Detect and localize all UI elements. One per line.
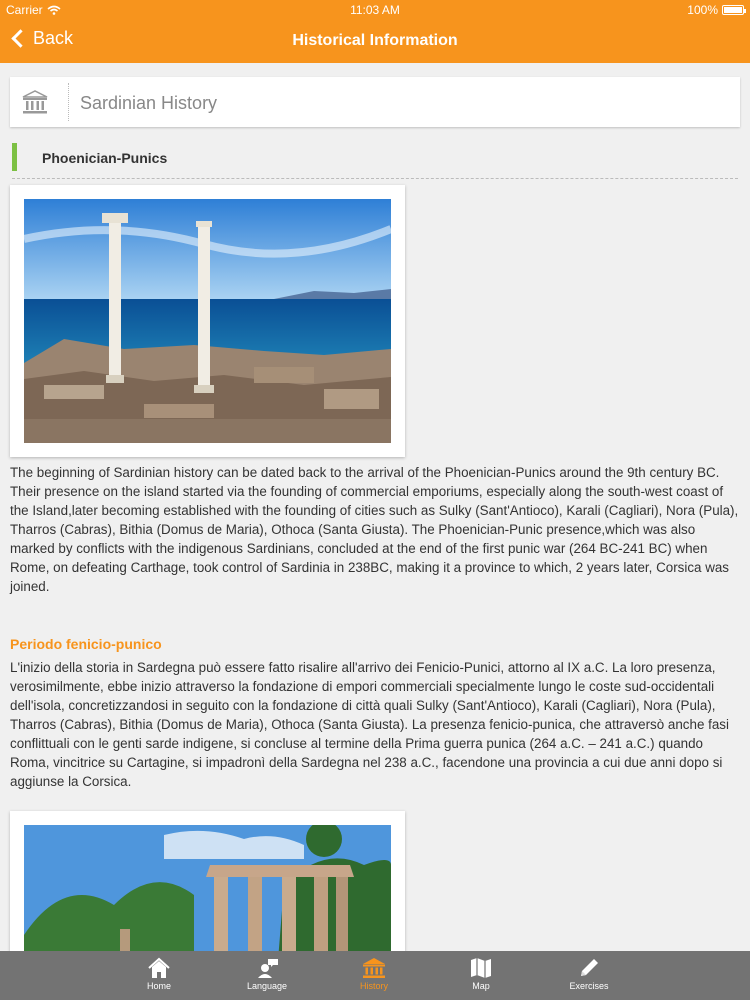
paragraph-italian: L'inizio della storia in Sardegna può essere fatto risalire all'arrivo dei Fenicio-Punici, attorno al IX a.C. La loro presenza, verosimilmente, ebbe inizio attraverso la fondazione di empori commerciali specialmente lungo le coste sud-occidentali dell'isola, concretizzandosi in seguito con la fondazione di città quali Sulky (Sant'Antioco), Karali (Cagliari), Nora (Pula), Tharros (Cabras), Bithia (Domus de Maria), Othoca (Santa Giusta). La presenza fenicio-punica, che attraversò anche fasi conflittuali con le genti sarde indigene, si concluse al termine della Prima guerra punica (264 a.C. – 241 a.C.) quando Roma, vincitrice su Cartagine, si impadronì della Sardegna nel 238 a.C., facendone una provincia a cui due anni dopo si aggiunse la Corsica. [10, 660, 729, 789]
paragraph-english: The beginning of Sardinian history can be dated back to the arrival of the Phoenician-Punics around the 9th century BC. Their presence on the island started via the founding of commercial emporiums, especially along the south-west coast of the Island,later becoming established with the founding of cities such as Sulky (Sant'Antioco), Karali (Cagliari), Nora (Pula), Tharros (Cabras), Bithia (Domus de Maria), Othoca (Santa Giusta). The Phoenician-Punic presence,which was also marked by conflicts with the indigenous Sardinians, concluded at the end of the first punic war (264 BC-241 BC) when Rome, on defeating Carthage, took control of Sardinia in 238BC, making it a province to which, 2 years later, Corsica was joined. [10, 465, 739, 594]
tab-home-label: Home [146, 981, 171, 991]
section-header [10, 77, 740, 127]
photo-columns [10, 185, 405, 457]
page-title: Historical Information [292, 32, 458, 49]
tab-language[interactable] [227, 951, 307, 1000]
ruins-columns-image [24, 199, 391, 443]
tab-exercises-label: Exercises [569, 981, 609, 991]
navigation-bar [0, 20, 750, 63]
carrier-label: Carrier [6, 3, 43, 17]
tab-bar [0, 951, 750, 1000]
subsection-header [12, 143, 738, 179]
section-title: Sardinian History [80, 93, 218, 113]
museum-icon [20, 89, 50, 115]
subsection-accent-bar [12, 143, 17, 171]
tab-history-label: History [359, 981, 388, 991]
battery-percent: 100% [687, 3, 718, 17]
back-label: Back [33, 28, 74, 48]
pencil-icon [577, 957, 601, 979]
clock: 11:03 AM [350, 3, 400, 17]
tab-map[interactable] [441, 951, 521, 1000]
status-bar [0, 0, 750, 20]
content-scroll[interactable] [0, 63, 750, 951]
tab-language-label: Language [246, 981, 288, 991]
museum-icon [361, 957, 387, 979]
map-icon [469, 957, 493, 979]
tab-history[interactable] [334, 951, 414, 1000]
photo-temple [10, 811, 405, 951]
battery [687, 3, 744, 17]
home-icon [147, 957, 171, 979]
language-icon [255, 957, 279, 979]
tab-exercises[interactable] [549, 951, 629, 1000]
tab-map-label: Map [472, 981, 490, 991]
subsection-title: Phoenician-Punics [42, 150, 168, 166]
battery-icon [722, 5, 744, 15]
divider [68, 83, 69, 121]
temple-image [24, 825, 391, 951]
italian-heading: Periodo fenicio-punico [10, 636, 162, 652]
tab-home[interactable] [119, 951, 199, 1000]
